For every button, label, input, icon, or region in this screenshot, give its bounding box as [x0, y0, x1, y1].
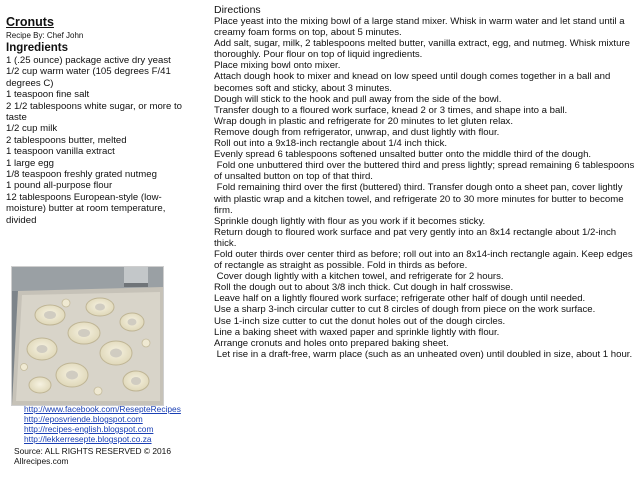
direction-step: Return dough to floured work surface and pat very gently into an 8x14 rectangle about 1/2-inch thick.: [214, 226, 619, 249]
ingredients-list: [6, 55, 198, 226]
direction-step: Leave half on a lightly floured work surface; refrigerate other half of dough until needed.: [214, 293, 586, 305]
directions-column: [214, 4, 638, 360]
direction-step: Sprinkle dough lightly with flour as you work if it becomes sticky.: [214, 215, 486, 227]
photo-drawing: [12, 267, 163, 405]
directions-list: [214, 16, 638, 360]
direction-step: Fold outer thirds over center third as before; roll out into an 8x14-inch rectangle again. Keep edges of rectangle as straight as possible. Fold in thirds as before.: [214, 248, 636, 272]
direction-step: Roll out into a 9x18-inch rectangle about 1/4 inch thick.: [214, 138, 448, 150]
ingredient-item: 1 pound all-purpose flour: [6, 180, 113, 192]
direction-step: Evenly spread 6 tablespoons softened unsalted butter onto the middle third of the dough.: [214, 149, 592, 161]
ingredient-item: 1 large egg: [6, 157, 55, 169]
ingredient-item: 1/2 cup milk: [6, 123, 58, 135]
recipe-byline: Recipe By: Chef John: [6, 31, 84, 40]
ingredient-item: 1/8 teaspoon freshly grated nutmeg: [6, 169, 157, 181]
ingredient-item: 2 1/2 tablespoons white sugar, or more to taste: [6, 100, 185, 124]
ingredients-heading: Ingredients: [6, 42, 68, 54]
eposvriende-link[interactable]: http://eposvriende.blogspot.com: [24, 414, 143, 424]
recipe-header-column: [6, 15, 198, 226]
ingredient-item: 1/2 cup warm water (105 degrees F/41 degrees C): [6, 66, 174, 89]
facebook-link[interactable]: http://www.facebook.com/ResepteRecipes: [24, 404, 181, 414]
ingredient-item: 1 teaspoon vanilla extract: [6, 146, 115, 158]
direction-step: Cover dough lightly with a kitchen towel, and refrigerate for 2 hours.: [214, 271, 504, 283]
direction-step: Fold one unbuttered third over the buttered third and press lightly; spread remaining 6 tablespoons of unsalted button on top of that third.: [214, 160, 637, 183]
direction-step: Dough will stick to the hook and pull away from the side of the bowl.: [214, 93, 502, 105]
directions-heading: Directions: [214, 4, 261, 16]
direction-step: Place mixing bowl onto mixer.: [214, 60, 341, 72]
recipe-title: Cronuts: [6, 15, 54, 29]
direction-step: Let rise in a draft-free, warm place (such as an unheated oven) until doubled in size, about 1 hour.: [214, 348, 633, 360]
ingredient-item: 2 tablespoons butter, melted: [6, 134, 127, 146]
source-credit: Source: ALL RIGHTS RESERVED © 2016 Allrecipes.com: [14, 446, 171, 466]
direction-step: Roll the dough out to about 3/8 inch thick. Cut dough in half crosswise.: [214, 282, 514, 294]
direction-step: Use 1-inch size cutter to cut the donut holes out of the dough circles.: [214, 315, 506, 327]
ingredient-item: 12 tablespoons European-style (low-moisture) butter at room temperature, divided: [6, 191, 169, 226]
cronuts-photo: [11, 266, 164, 406]
ingredient-item: 1 (.25 ounce) package active dry yeast: [6, 55, 171, 66]
recipes-english-link[interactable]: http://recipes-english.blogspot.com: [24, 424, 154, 434]
direction-step: Attach dough hook to mixer and knead on low speed until dough comes together in a ball and becomes soft and sticky, about 3 minutes.: [214, 71, 613, 94]
direction-step: Wrap dough in plastic and refrigerate for 20 minutes to let gluten relax.: [214, 115, 513, 127]
links-list: [24, 404, 181, 444]
ingredient-item: 1 teaspoon fine salt: [6, 89, 90, 101]
direction-step: Line a baking sheet with waxed paper and sprinkle lightly with flour.: [214, 326, 500, 338]
direction-step: Remove dough from refrigerator, unwrap, and dust lightly with flour.: [214, 126, 500, 138]
lekkerresepte-link[interactable]: http://lekkerresepte.blogspot.co.za: [24, 434, 152, 444]
direction-step: Fold remaining third over the first (buttered) third. Transfer dough onto a sheet pan, cover lightly with plastic wrap and a kitchen towel, and refrigerate 20 to 30 more minutes for butter to become firm.: [214, 182, 627, 216]
direction-step: Arrange cronuts and holes onto prepared baking sheet.: [214, 337, 449, 349]
direction-step: Place yeast into the mixing bowl of a large stand mixer. Whisk in warm water and let stand until a creamy foam forms on top, about 5 minutes.: [214, 16, 628, 39]
direction-step: Use a sharp 3-inch circular cutter to cut 8 circles of dough from piece on the work surface.: [214, 304, 596, 316]
direction-step: Add salt, sugar, milk, 2 tablespoons melted butter, vanilla extract, egg, and nutmeg. Whisk mixture thoroughly. Pour flour on top of liquid ingredients.: [214, 38, 633, 61]
direction-step: Transfer dough to a floured work surface, knead 2 or 3 times, and shape into a ball.: [214, 104, 568, 116]
